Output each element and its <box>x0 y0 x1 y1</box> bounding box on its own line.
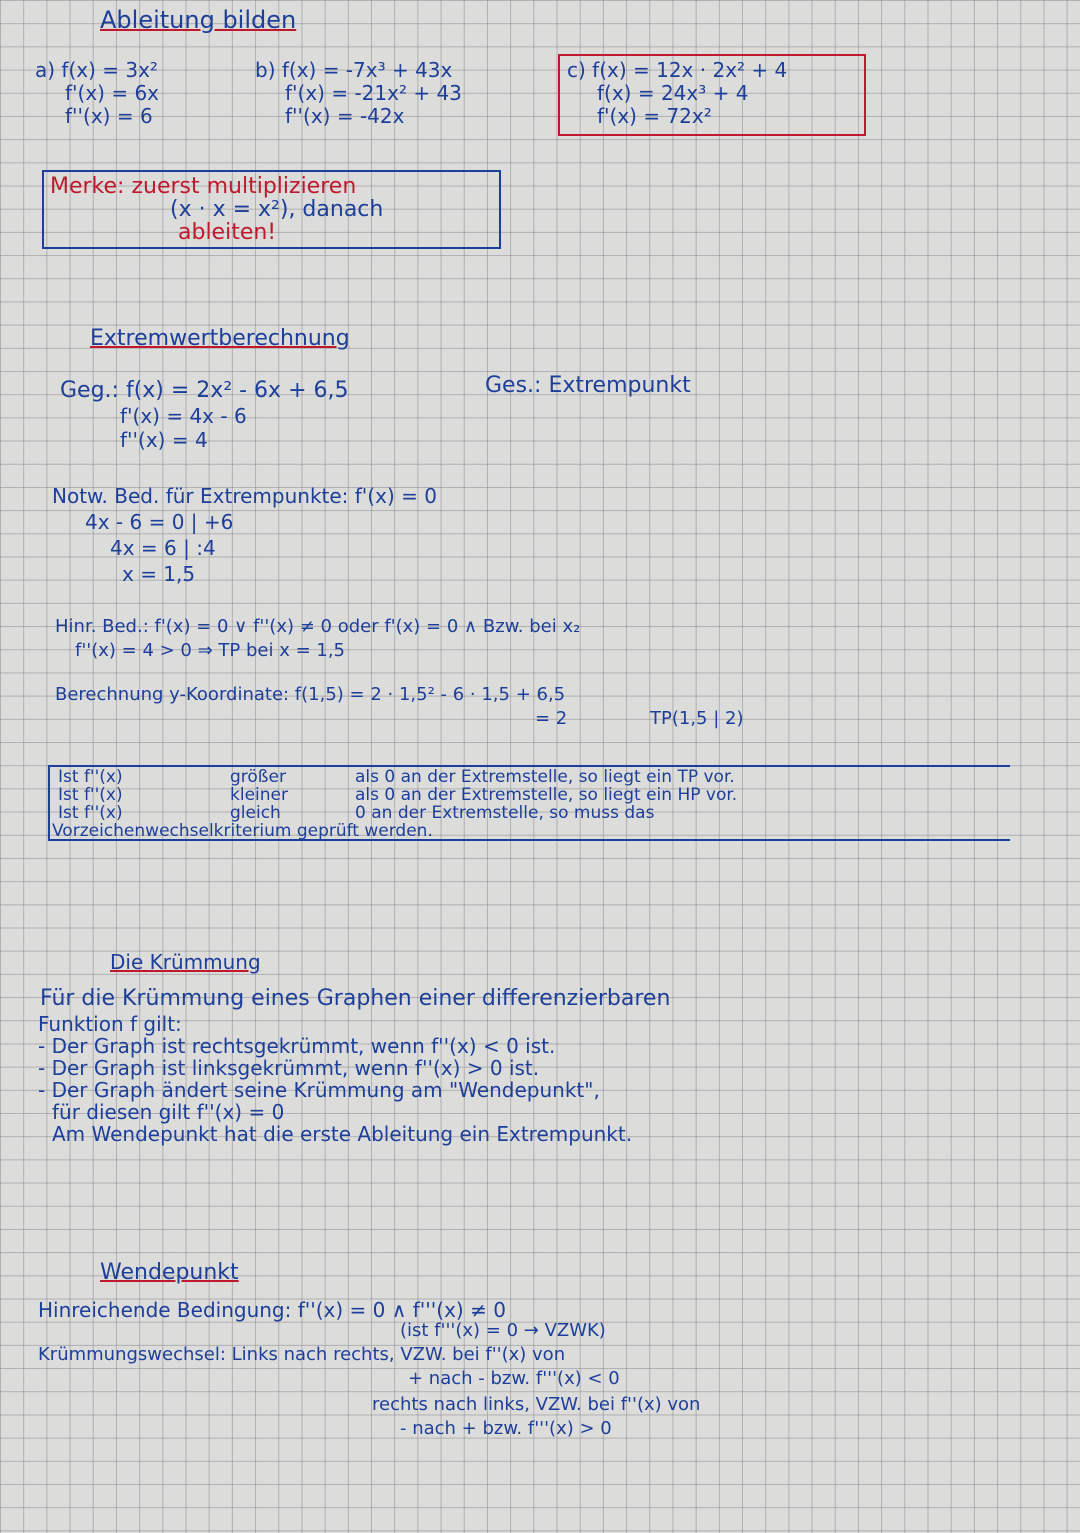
rule-last-text: Vorzeichenwechselkriterium geprüft werden. <box>52 821 433 841</box>
rule-row-conclusion: als 0 an der Extremstelle, so liegt ein HP vor. <box>355 785 738 805</box>
task-a-line1: a) f(x) = 3x² <box>35 58 158 82</box>
rule-row <box>50 785 1010 803</box>
merke-line3: ableiten! <box>178 220 277 245</box>
kruemmung-bullet1: - Der Graph ist rechtsgekrümmt, wenn f''(x) < 0 ist. <box>38 1034 556 1058</box>
rule-row-subject: Ist f''(x) <box>58 767 123 787</box>
equation-line1: 4x - 6 = 0 | +6 <box>85 510 234 534</box>
second-derivative-rule-box <box>48 765 1010 841</box>
y-koordinate-line2: = 2 <box>535 708 568 729</box>
notw-bed: Notw. Bed. für Extrempunkte: f'(x) = 0 <box>52 484 437 508</box>
rule-row-comparison: gleich <box>230 803 281 823</box>
task-c-line3: f'(x) = 72x² <box>597 104 712 128</box>
task-b-line1: b) f(x) = -7x³ + 43x <box>255 58 453 82</box>
rule-row-comparison: kleiner <box>230 785 288 805</box>
task-b-line3: f''(x) = -42x <box>285 104 405 128</box>
section-title-ableitung: Ableitung bilden <box>100 6 297 34</box>
wendepunkt-line2: Krümmungswechsel: Links nach rechts, VZW. bei f''(x) von <box>38 1344 566 1365</box>
wendepunkt-line1b: (ist f'''(x) = 0 → VZWK) <box>400 1320 606 1341</box>
merke-line2: (x · x = x²), danach <box>170 197 384 222</box>
task-c-line1: c) f(x) = 12x · 2x² + 4 <box>567 58 788 82</box>
wendepunkt-line5: - nach + bzw. f'''(x) > 0 <box>400 1418 612 1439</box>
equation-line2: 4x = 6 | :4 <box>110 536 216 560</box>
rule-row-subject: Ist f''(x) <box>58 785 123 805</box>
section-title-kruemmung: Die Krümmung <box>110 950 261 974</box>
wendepunkt-line4: rechts nach links, VZW. bei f''(x) von <box>372 1394 701 1415</box>
kruemmung-bullet4: für diesen gilt f''(x) = 0 <box>52 1100 285 1124</box>
turning-point-result: TP(1,5 | 2) <box>650 708 744 729</box>
task-a-line3: f''(x) = 6 <box>65 104 153 128</box>
task-c-line2: f(x) = 24x³ + 4 <box>597 81 749 105</box>
task-a-line2: f'(x) = 6x <box>65 81 160 105</box>
merke-line1: Merke: zuerst multiplizieren <box>50 174 357 199</box>
geg-line3: f''(x) = 4 <box>120 428 208 452</box>
geg-line1: Geg.: f(x) = 2x² - 6x + 6,5 <box>60 378 349 403</box>
rule-row <box>50 803 1010 821</box>
geg-line2: f'(x) = 4x - 6 <box>120 404 247 428</box>
rule-row-conclusion: 0 an der Extremstelle, so muss das <box>355 803 655 823</box>
rule-row-subject: Ist f''(x) <box>58 803 123 823</box>
equation-line3: x = 1,5 <box>122 562 196 586</box>
kruemmung-bullet3: - Der Graph ändert seine Krümmung am "Wendepunkt", <box>38 1078 600 1102</box>
ges-label: Ges.: Extrempunkt <box>485 373 691 398</box>
y-koordinate-line1: Berechnung y-Koordinate: f(1,5) = 2 · 1,5² - 6 · 1,5 + 6,5 <box>55 684 566 705</box>
wendepunkt-line1: Hinreichende Bedingung: f''(x) = 0 ∧ f'''(x) ≠ 0 <box>38 1298 506 1322</box>
rule-row-comparison: größer <box>230 767 286 787</box>
kruemmung-para-line1: Für die Krümmung eines Graphen einer differenzierbaren <box>40 986 671 1011</box>
rule-row-conclusion: als 0 an der Extremstelle, so liegt ein TP vor. <box>355 767 735 787</box>
task-b-line2: f'(x) = -21x² + 43 <box>285 81 462 105</box>
wendepunkt-line3: + nach - bzw. f'''(x) < 0 <box>408 1368 620 1389</box>
rule-row <box>50 767 1010 785</box>
rule-row-last <box>50 821 1010 839</box>
section-title-extremwert: Extremwertberechnung <box>90 326 350 351</box>
section-title-wendepunkt: Wendepunkt <box>100 1260 239 1285</box>
kruemmung-bullet5: Am Wendepunkt hat die erste Ableitung ein Extrempunkt. <box>52 1122 633 1146</box>
hinr-bed-line2: f''(x) = 4 > 0 ⇒ TP bei x = 1,5 <box>75 640 346 661</box>
kruemmung-para-line2: Funktion f gilt: <box>38 1012 182 1036</box>
hinr-bed-line1: Hinr. Bed.: f'(x) = 0 ∨ f''(x) ≠ 0 oder f'(x) = 0 ∧ Bzw. bei x₂ <box>55 616 581 637</box>
kruemmung-bullet2: - Der Graph ist linksgekrümmt, wenn f''(x) > 0 ist. <box>38 1056 540 1080</box>
